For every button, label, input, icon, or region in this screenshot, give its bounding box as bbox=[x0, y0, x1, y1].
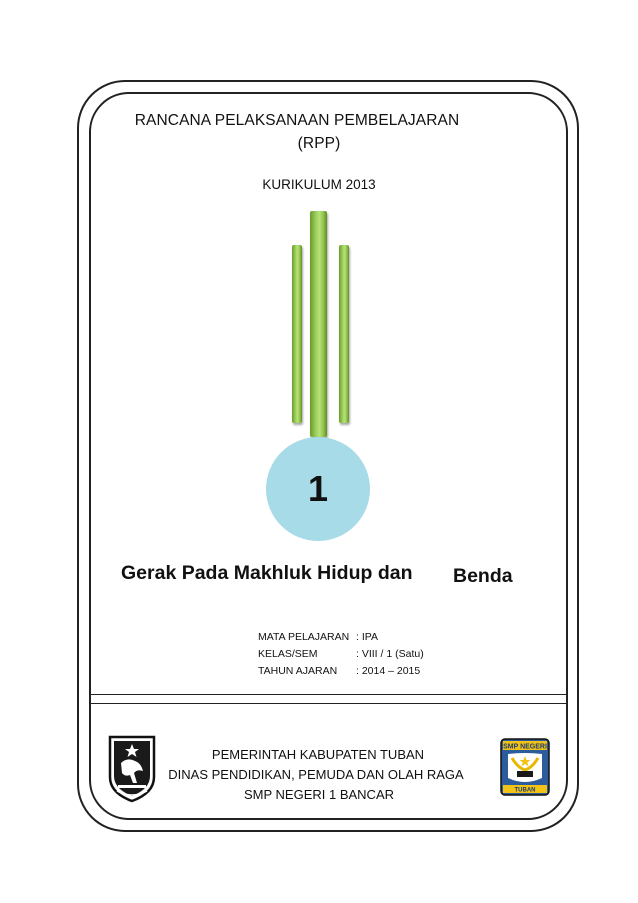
subject-title: Gerak Pada Makhluk Hidup dan bbox=[121, 562, 413, 584]
document-title: RANCANA PELAKSANAAN PEMBELAJARAN bbox=[134, 112, 460, 129]
info-label-year: TAHUN AJARAN bbox=[258, 665, 338, 677]
footer-divider-bottom bbox=[90, 703, 568, 704]
info-value-subject: : IPA bbox=[356, 631, 378, 643]
medal-bar-center bbox=[310, 211, 327, 437]
info-label-class: KELAS/SEM bbox=[258, 648, 318, 660]
medal-bar-right bbox=[339, 245, 349, 423]
info-value-year: : 2014 – 2015 bbox=[356, 665, 421, 677]
school-emblem-top-text: SMP NEGERI bbox=[503, 743, 547, 751]
footer-government: PEMERINTAH KABUPATEN TUBAN bbox=[211, 747, 425, 762]
school-emblem-bottom-text: TUBAN bbox=[514, 787, 536, 794]
subject-title-end: Benda bbox=[453, 565, 513, 587]
info-value-class: : VIII / 1 (Satu) bbox=[356, 648, 424, 660]
footer-department: DINAS PENDIDIKAN, PEMUDA DAN OLAH RAGA bbox=[168, 767, 464, 782]
chapter-number: 1 bbox=[307, 468, 329, 509]
medal-bar-left bbox=[292, 245, 302, 423]
curriculum-label: KURIKULUM 2013 bbox=[262, 177, 376, 192]
footer-school: SMP NEGERI 1 BANCAR bbox=[243, 787, 395, 802]
document-title-abbrev: (RPP) bbox=[297, 135, 341, 152]
footer-divider-top bbox=[90, 694, 568, 695]
chapter-number-circle bbox=[266, 437, 370, 541]
info-label-subject: MATA PELAJARAN bbox=[258, 631, 350, 643]
